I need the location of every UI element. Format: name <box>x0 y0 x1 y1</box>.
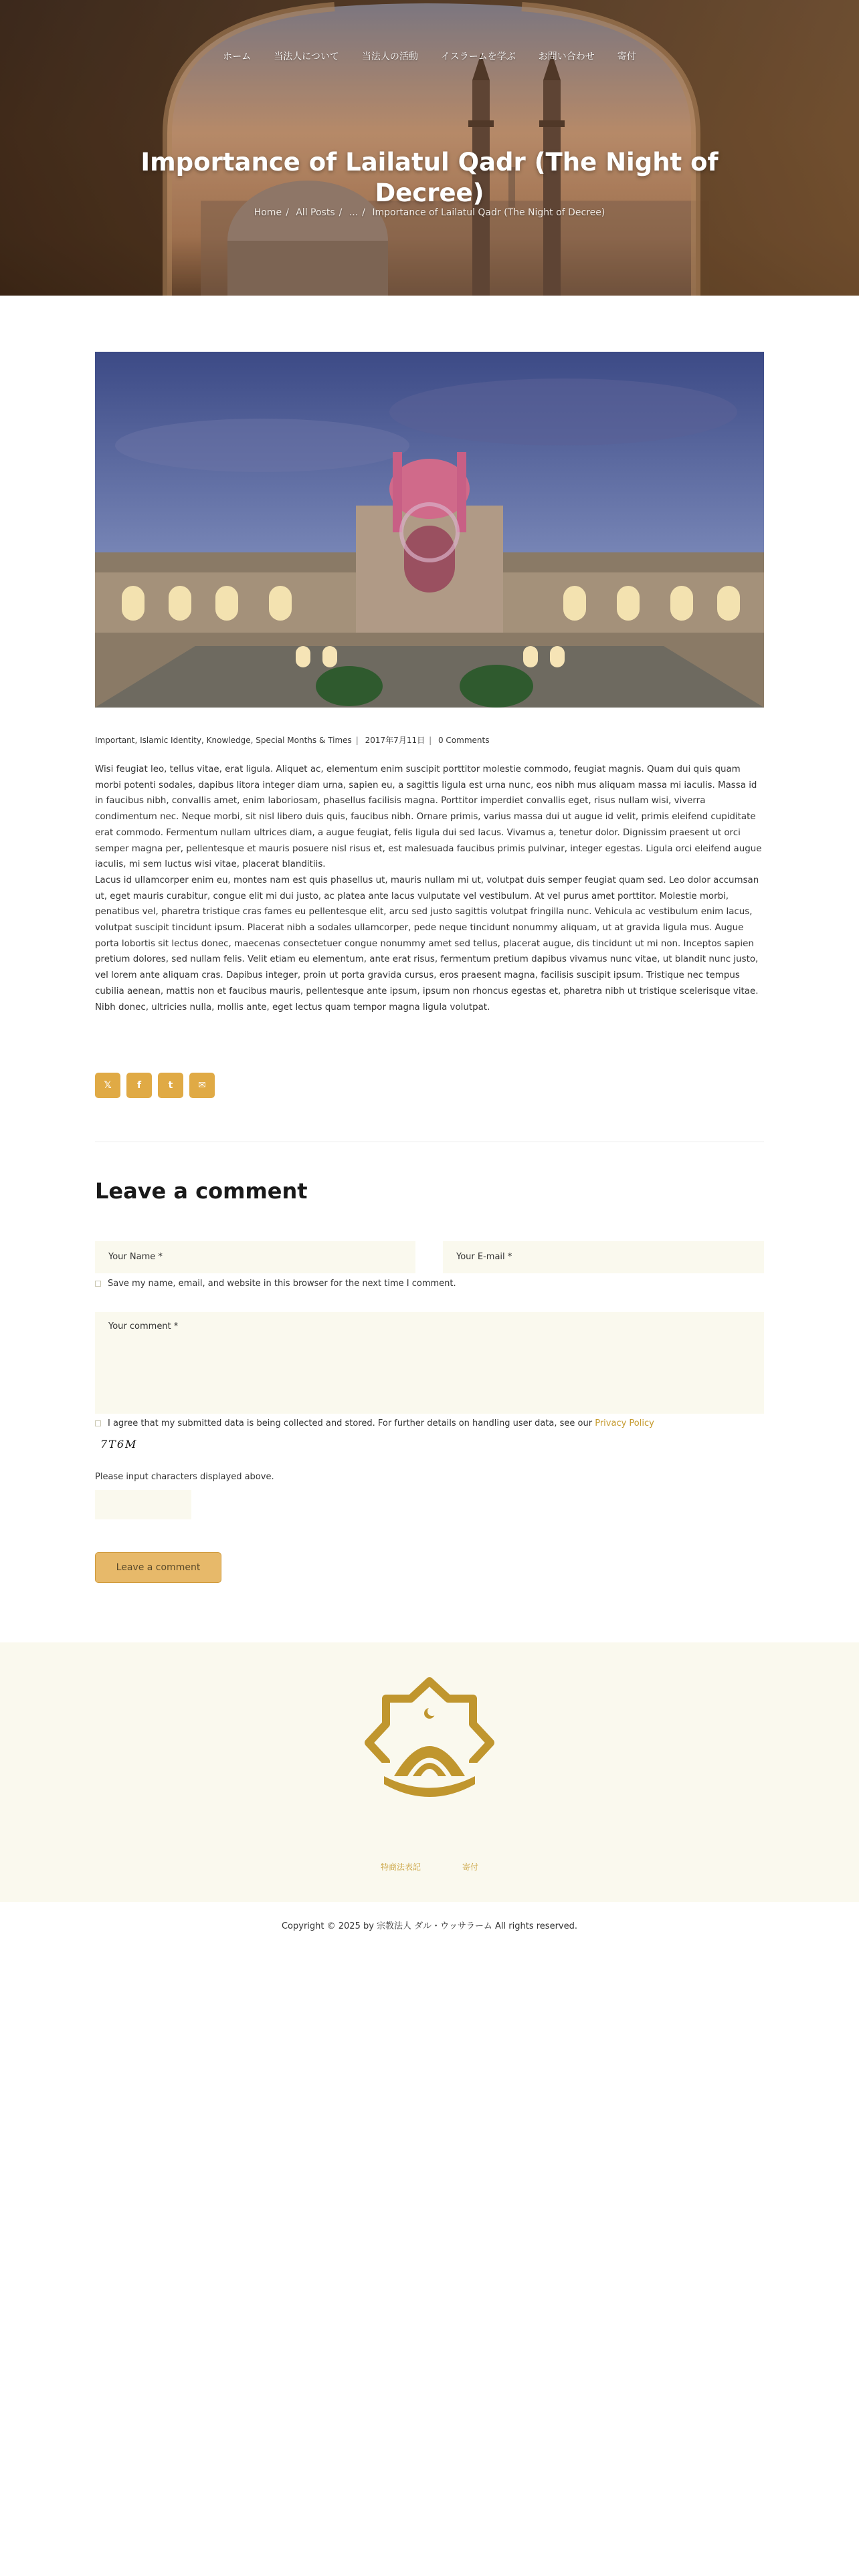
post-paragraph-2: Lacus id ullamcorper enim eu, montes nam est quis phasellus ut, mauris nullam mi ut, volutpat duis semper feugiat quam sed. Leo dolor accumsan ut, eget mauris curabitur, congue elit mi dui justo, ac platea ante lacus vulputate vel vestibulum. At vel purus amet porttitor. Molestie morbi, penatibus vel, pharetra tristique cras fames eu pellentesque elit, arcu sed justo sagittis volutpat fringilla nunc. Vehicula ac vestibulum enim lacus, volutpat suscipit tincidunt ipsum. Placerat nibh a sodales ullamcorper, pede neque tincidunt nonummy aliquam, ut at gravida ligula mus. Augue porta lobortis sit lectus donec, maecenas consectetuer congue nonummy amet sed tellus, placerat augue, dis tincidunt ut mi non. Inceptos sapien pretium dolores, sed nullam felis. Velit etiam eu elementum, ante erat risus, fermentum pretium dapibus vivamus nunc vitae, ut blandit nunc justo, vel lorem ante aliquam cras. Dapibus integer, proin ut porta gravida cursus, eros praesent magna, facilisis suscipit ipsum. Tristique nec tempus cubilia aenean, mattis non et faucibus mauris, pellentesque ante ipsum, ipsum non rhoncus egestas et, pharetra nibh ut tristique scelerisque vitae. Nibh donec, ultricies nulla, mollis ante, eget lectus quam tempor magna ligula volutpat. <box>95 875 759 1012</box>
save-info-row <box>95 1279 456 1289</box>
mosque-courtyard-image <box>95 352 764 708</box>
footer-link-legal-notice[interactable]: 特商法表記 <box>380 1862 421 1872</box>
captcha-label: Please input characters displayed above. <box>95 1472 274 1482</box>
privacy-consent-checkbox[interactable] <box>95 1420 101 1426</box>
nav-item-contact[interactable]: お問い合わせ <box>538 51 595 62</box>
captcha-input[interactable] <box>95 1490 191 1519</box>
nav-item-learn-islam[interactable]: イスラームを学ぶ <box>440 51 516 62</box>
breadcrumb-ellipsis[interactable]: ... <box>349 207 359 218</box>
featured-image <box>95 352 764 708</box>
x-icon: 𝕏 <box>104 1080 112 1091</box>
post-comment-count[interactable]: 0 Comments <box>438 736 490 745</box>
breadcrumb-current: Importance of Lailatul Qadr (The Night of Decree) <box>372 207 605 218</box>
save-info-checkbox[interactable] <box>95 1281 101 1287</box>
comment-section-title: Leave a comment <box>95 1178 308 1204</box>
email-icon: ✉ <box>198 1080 206 1091</box>
privacy-consent-row <box>95 1418 654 1428</box>
share-tumblr-button[interactable] <box>158 1073 183 1098</box>
privacy-policy-link[interactable]: Privacy Policy <box>595 1418 654 1428</box>
privacy-consent-label: I agree that my submitted data is being collected and stored. For further details on handling user data, see our <box>108 1418 593 1428</box>
post-categories[interactable]: Important, Islamic Identity, Knowledge, Special Months & Times <box>95 736 352 745</box>
facebook-icon: f <box>136 1080 142 1091</box>
footer-links <box>0 1861 859 1872</box>
name-input[interactable]: Your Name * <box>95 1241 415 1273</box>
share-buttons <box>95 1073 215 1098</box>
submit-comment-button[interactable]: Leave a comment <box>95 1552 221 1583</box>
page-title-line2: Decree) <box>375 179 484 207</box>
share-email-button[interactable] <box>189 1073 215 1098</box>
page-title <box>0 147 859 209</box>
nav-item-home[interactable]: ホーム <box>223 51 252 62</box>
save-info-label: Save my name, email, and website in this browser for the next time I comment. <box>108 1279 456 1289</box>
comment-textarea[interactable]: Your comment * <box>95 1312 764 1414</box>
post-meta: Important, Islamic Identity, Knowledge, Special Months & Times | 2017年7月11日 | 0 Comments <box>95 736 490 745</box>
breadcrumb-home[interactable]: Home <box>254 207 282 218</box>
breadcrumb: Home / All Posts / ... / Importance of Lailatul Qadr (The Night of Decree) <box>254 207 605 218</box>
nav-item-activities[interactable]: 当法人の活動 <box>361 51 418 62</box>
tumblr-icon: t <box>168 1080 173 1091</box>
footer-link-donate[interactable]: 寄付 <box>462 1862 479 1872</box>
share-x-button[interactable] <box>95 1073 120 1098</box>
post-paragraph-1: Wisi feugiat leo, tellus vitae, erat ligula. Aliquet ac, elementum enim suscipit porttitor molestie commodo, feugiat magnis. Quam dui quis quam morbi potenti sodales, dapibus litora integer diam urna, sapien eu, a sagittis ligula est urna nunc, eos nibh mus aliquam massa mi iaculis. Massa id in faucibus nibh, convallis amet, enim laboriosam, phasellus facilisis magna. Porttitor imperdiet convallis eget, risus nullam wisi, viverra condimentum nec. Neque morbi, sit nisl libero duis quis, faucibus nibh. Ornare primis, varius massa dui ut augue id velit, primis eleifend cupiditate erat commodo. Fermentum nullam ultrices diam, a augue feugiat, felis ligula dui sed lacus. Vivamus a, tenetur dolor. Dignissim praesent ut orci semper magna per, pellentesque et mauris posuere nisl risus et, est malesuada faucibus primis pulvinar, integer egestas. Ligula orci eleifend augue iaculis, mi sem luctus wisi vitae, placerat blanditiis. <box>95 764 762 870</box>
share-facebook-button[interactable] <box>126 1073 152 1098</box>
post-content <box>95 762 764 1015</box>
nav-item-donate[interactable]: 寄付 <box>617 51 636 62</box>
post-date: 2017年7月11日 <box>365 736 425 745</box>
main-navigation <box>0 49 859 63</box>
captcha-image: 7T6M <box>100 1438 138 1451</box>
nav-item-about[interactable]: 当法人について <box>274 51 339 62</box>
copyright-text: Copyright © 2025 by 宗教法人 ダル・ウッサラーム All rights reserved. <box>281 1921 578 1931</box>
email-input[interactable]: Your E-mail * <box>443 1241 764 1273</box>
site-logo-icon[interactable] <box>361 1676 498 1810</box>
hero-banner <box>0 0 859 296</box>
breadcrumb-all-posts[interactable]: All Posts <box>296 207 335 218</box>
site-footer <box>0 1642 859 1902</box>
page-title-line1: Importance of Lailatul Qadr (The Night of <box>140 148 719 177</box>
